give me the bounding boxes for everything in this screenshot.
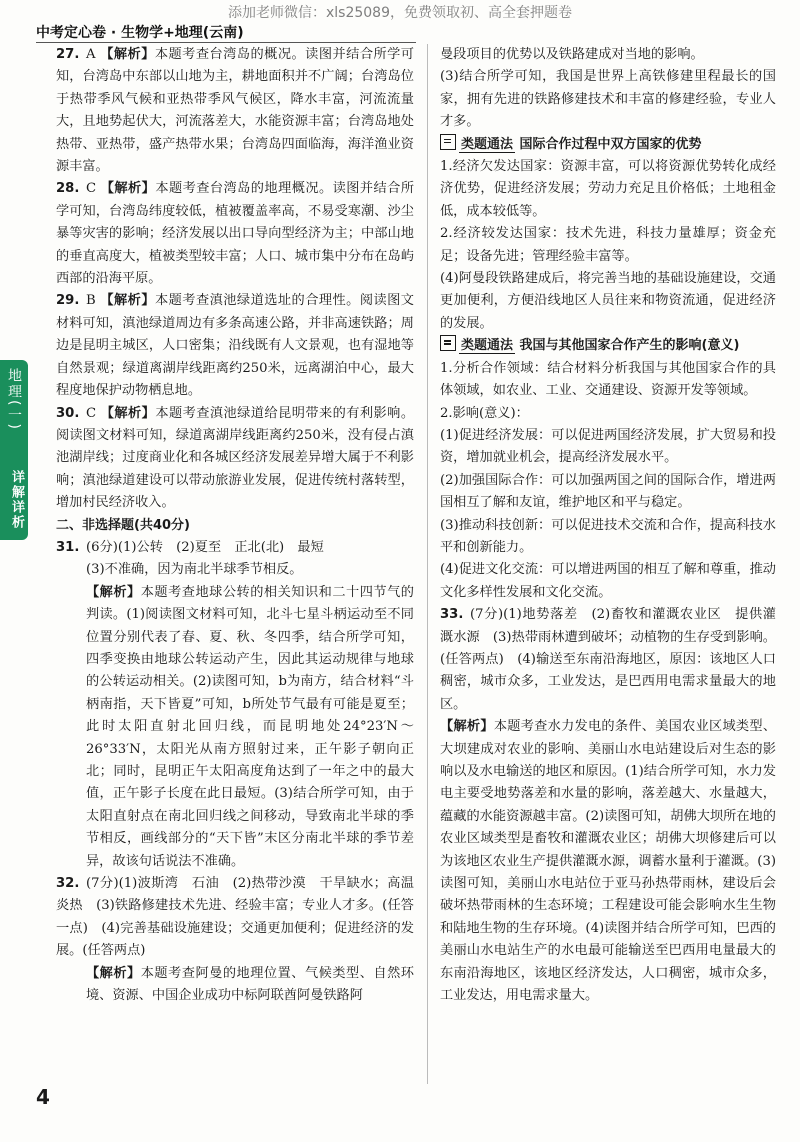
answer: C bbox=[86, 405, 97, 421]
question-33-answer bbox=[440, 604, 776, 716]
question-33-analysis bbox=[440, 716, 776, 1007]
tip2-item-3: (1)促进经济发展：可以促进两国经济发展，扩大贸易和投资，增加就业机会，提高经济发展水平。 bbox=[440, 427, 776, 466]
question-number: 33. bbox=[440, 607, 464, 623]
tip2-item-5: (3)推动科技创新：可以促进技术交流和合作，提高科技水平和创新能力。 bbox=[440, 517, 776, 555]
answer-line-1: (7分)(1)地势落差 (2)畜牧和灌溉农业区 提供灌溉水源 (3)热带雨林遭到破坏；动植物的生存受到影响。(任答两点) (4)输送至东南沿海地区，原因：该地区人口稠密，城市众多，工业发达，是巴西用电需求量最大的地区。 bbox=[440, 607, 776, 712]
question-number: 28. bbox=[56, 181, 80, 197]
tip2-item-2: 2.影响(意义)： bbox=[440, 405, 529, 421]
side-tab-subtitle: 详解详析 bbox=[9, 470, 24, 530]
answer: B bbox=[86, 293, 96, 309]
left-column bbox=[56, 44, 414, 1007]
question-31-answer bbox=[56, 537, 414, 559]
analysis-tag: 【解析】 bbox=[100, 293, 155, 309]
analysis-tag: 【解析】 bbox=[100, 181, 156, 197]
right-column bbox=[440, 44, 776, 1007]
analysis-text: 本题考查台湾岛的地理概况。读图并结合所学可知，台湾岛纬度较低，植被覆盖率高，不易受寒潮、沙尘暴等灾害的影响；经济发展以出口导向型经济为主；中部山地的垂直高度大，植被类型较丰富；人口、城市集中分布在岛屿西部的沿海平原。 bbox=[56, 181, 415, 287]
analysis-text: 本题考查阿曼的地理位置、气候类型、自然环境、资源、中国企业成功中标阿联酋阿曼铁路阿 bbox=[86, 965, 414, 1004]
analysis-text: 本题考查滇池绿道选址的合理性。阅读图文材料可知，滇池绿道周边有多条高速公路，并非高速铁路；周边是昆明主城区，人口密集；沿线既有人文景观，也有湿地等自然景观；绿道离湖岸线距离约250米，远离湖泊中心，最大程度地保护动物栖息地。 bbox=[56, 293, 414, 399]
answer: C bbox=[86, 181, 97, 197]
answer-line-1: (7分)(1)波斯湾 石油 (2)热带沙漠 干旱缺水；高温炎热 (3)铁路修建技术先进、经验丰富；专业人才多。(任答一点) (4)完善基础设施建设；交通更加便利；促进经济的发展。(任答两点) bbox=[56, 876, 414, 959]
tip-label: 类题通法 bbox=[461, 338, 514, 354]
analysis-text: 本题考查滇池绿道给昆明带来的有利影响。阅读图文材料可知，绿道离湖岸线距离约250米，没有侵占滇池湖岸线；过度商业化和各城区经济发展差异增大属于不利影响；滇池绿道建设可以带动旅游业发展，促进传统村落转型，增加村民经济收入。 bbox=[56, 405, 415, 511]
analysis-tag: 【解析】 bbox=[100, 47, 155, 62]
tip1-item-1: 1.经济欠发达国家：资源丰富，可以将资源优势转化成经济优势，促进经济发展；劳动力充足且价格低；土地租金低，成本较低等。 bbox=[440, 159, 776, 219]
page-number: 4 bbox=[36, 1085, 50, 1109]
note-icon bbox=[440, 335, 456, 351]
question-number: 29. bbox=[56, 293, 80, 309]
side-tab-title: 地理(一) bbox=[6, 368, 22, 431]
question-28 bbox=[56, 178, 414, 290]
question-number: 32. bbox=[56, 876, 80, 892]
question-29 bbox=[56, 290, 414, 402]
column-divider bbox=[427, 44, 428, 1084]
note-icon bbox=[440, 134, 456, 150]
analysis-text: 本题考查水力发电的条件、美国农业区域类型、大坝建成对农业的影响、美丽山水电站建设后对生态的影响以及水电输送的地区和原因。(1)结合所学可知，水力发电主要受地势落差和水量的影响，落差越大、水量越大，蕴藏的水能资源越丰富。(2)读图可知，胡佛大坝所在地的农业区域类型是畜牧和灌溉农业区；胡佛大坝修建后可以为该地区农业生产提供灌溉水源，调蓄水量利于灌溉。(3)读图可知，美丽山水电站位于亚马孙热带雨林，建设后会破坏热带雨林的生态环境；工程建设可能会影响水生生物和陆地生物的生存环境。(4)读图并结合所学可知，巴西的美丽山水电站生产的水电最可能输送至巴西用电量最大的东南沿海地区，该地区经济发达，人口稠密，城市众多，工业发达，用电需求量大。 bbox=[440, 719, 777, 1004]
answer-line-1: (6分)(1)公转 (2)夏至 正北(北) 最短 bbox=[86, 539, 324, 555]
analysis-tag: 【解析】 bbox=[86, 965, 141, 981]
tip-label: 类题通法 bbox=[461, 136, 514, 152]
tip-box-2 bbox=[440, 335, 776, 357]
analysis-tag: 【解析】 bbox=[86, 584, 141, 600]
analysis-text: 本题考查台湾岛的概况。读图并结合所学可知，台湾岛中东部以山地为主，耕地面积并不广阔；台湾岛位于热带季风气候和亚热带季风气候区，降水丰富，河流流量大，且地势起伏大，河流落差大，水能资源丰富；台湾岛地处热带、亚热带，盛产热带水果；台湾岛四面临海，海洋渔业资源丰富。 bbox=[56, 47, 414, 175]
section-heading: 二、非选择题(共40分) bbox=[56, 517, 190, 533]
analysis-tag: 【解析】 bbox=[440, 719, 494, 735]
tip-title: 国际合作过程中双方国家的优势 bbox=[519, 136, 702, 152]
question-32-answer bbox=[56, 873, 414, 963]
question-number: 30. bbox=[56, 405, 80, 421]
answer: A bbox=[86, 47, 96, 62]
q32-part4: (4)阿曼段铁路建成后，将完善当地的基础设施建设，交通更加便利，方便沿线地区人员往来和物资流通，促进经济的发展。 bbox=[440, 271, 776, 331]
tip1-item-2: 2.经济较发达国家：技术先进，科技力量雄厚；资金充足；设备先进；管理经验丰富等。 bbox=[440, 226, 776, 264]
tip-title: 我国与其他国家合作产生的影响(意义) bbox=[519, 338, 740, 354]
question-31-answer-2: (3)不准确，因为南北半球季节相反。 bbox=[86, 562, 303, 578]
q32-part3: (3)结合所学可知，我国是世界上高铁修建里程最长的国家，拥有先进的铁路修建技术和丰富的修建经验，专业人才多。 bbox=[440, 69, 776, 130]
page-header: 中考定心卷 · 生物学+地理(云南) bbox=[36, 25, 244, 41]
question-27 bbox=[56, 44, 414, 178]
tip2-item-4: (2)加强国际合作：可以加强两国之间的国际合作，增进两国相互了解和友谊，维护地区和平与稳定。 bbox=[440, 472, 776, 511]
question-30 bbox=[56, 403, 414, 515]
question-31-analysis bbox=[56, 582, 414, 873]
tip2-item-6: (4)促进文化交流：可以增进两国的相互了解和尊重，推动文化多样性发展和文化交流。 bbox=[440, 562, 776, 600]
tip-box-1 bbox=[440, 134, 776, 156]
header-rule bbox=[36, 42, 416, 43]
question-32-analysis bbox=[56, 963, 414, 1008]
q32-continued: 曼段项目的优势以及铁路建成对当地的影响。 bbox=[440, 47, 704, 62]
analysis-tag: 【解析】 bbox=[100, 405, 156, 421]
watermark: 添加老师微信：xls25089，免费领取初、高全套押题卷 bbox=[227, 5, 572, 21]
analysis-text: 本题考查地球公转的相关知识和二十四节气的判读。(1)阅读图文材料可知，北斗七星斗柄运动至不同位置分别代表了春、夏、秋、冬四季，结合所学可知，四季变换由地球公转运动产生，因此其运动规律与地球的公转运动相关。(2)读图可知，b为南方，结合材料“斗柄南指，天下皆夏”可知，b所处节气最有可能是夏至；此时太阳直射北回归线，而昆明地处24°23′N～26°33′N，太阳光从南方照射过来，正午影子朝向正北；同时，昆明正午太阳高度角达到了一年之中的最大值，正午影子长度在此日最短。(3)结合所学可知，由于太阳直射点在南北回归线之间移动，导致南北半球的季节相反，画线部分的“天下皆”末区分南北半球的季节差异，故该句话说法不准确。 bbox=[86, 584, 414, 869]
question-number: 27. bbox=[56, 47, 80, 62]
tip2-item-1: 1.分析合作领域：结合材料分析我国与其他国家合作的具体领域，如农业、工业、交通建设、资源开发等领域。 bbox=[440, 360, 776, 399]
question-number: 31. bbox=[56, 539, 80, 555]
